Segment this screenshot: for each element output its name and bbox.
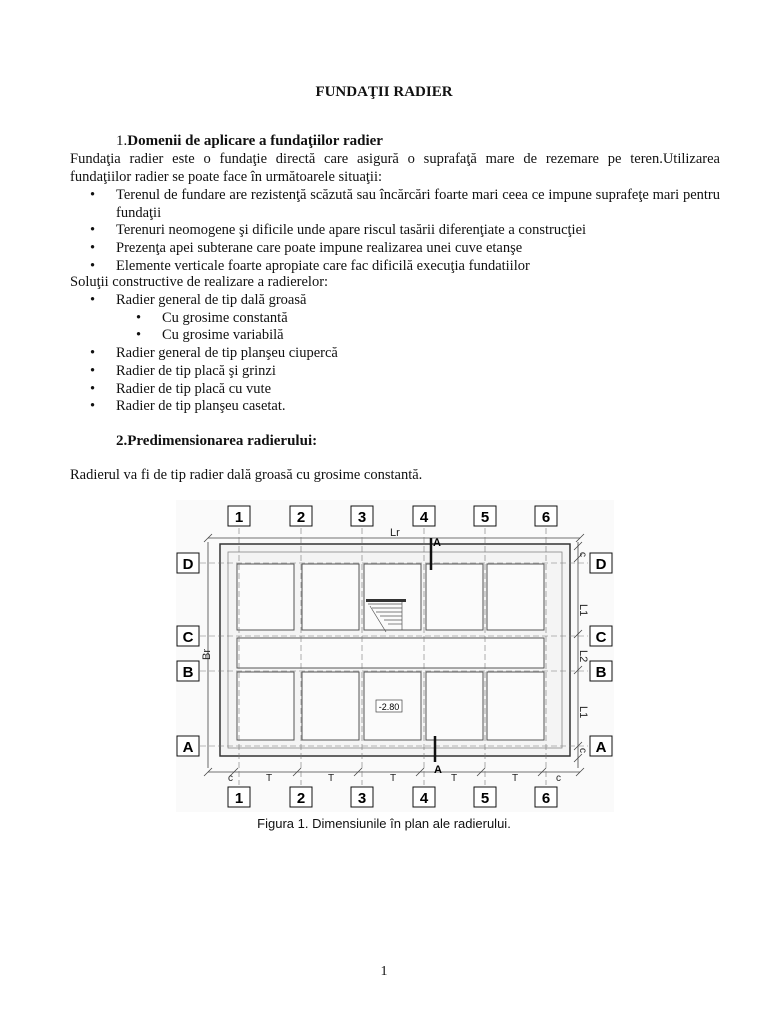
dim-label-t: T: [328, 773, 335, 784]
axis-label-top-1: 1: [234, 509, 244, 526]
axis-label-bottom-2: 2: [296, 790, 306, 807]
situation-item: • Terenuri neomogene şi dificile unde apare riscul tasării diferenţiate a construcţiei: [70, 222, 720, 240]
intro-line-2: fundaţiilor radier se poate face în următoarele situaţii:: [70, 169, 383, 185]
figure-caption: Figura 1. Dimensiunile în plan ale radierului.: [257, 816, 511, 831]
axis-label-right-B: B: [595, 664, 607, 681]
section-2-heading: [116, 433, 317, 450]
axis-label-top-4: 4: [419, 509, 429, 526]
solution-subitem: • Cu grosime variabilă: [70, 327, 720, 345]
elevation-tag: [376, 700, 402, 712]
dim-label-l1-bottom: L1: [577, 706, 589, 719]
axis-label-top-6: 6: [541, 509, 551, 526]
panel-bottom-5: [487, 672, 544, 740]
solution-item: • Radier general de tip dală groasă: [70, 292, 720, 310]
solution-item: • Radier de tip placă cu vute: [70, 381, 720, 399]
axis-label-top-5: 5: [480, 509, 490, 526]
section-2-title: 2.Predimensionarea radierului:: [116, 433, 318, 449]
section-1-number: 1.: [116, 133, 128, 149]
axis-label-bottom-3: 3: [357, 790, 367, 807]
page-number: 1: [380, 964, 388, 979]
dim-label-c-right: c: [556, 773, 561, 784]
dim-label-t: T: [266, 773, 273, 784]
raft-plan-drawing: [176, 500, 614, 812]
dim-label-l1-top: L1: [577, 604, 589, 617]
section-2-text: Radierul va fi de tip radier dală groasă cu grosime constantă.: [70, 467, 423, 483]
page-title: FUNDAŢII RADIER: [315, 84, 453, 100]
dim-label-l2: L2: [577, 650, 589, 663]
axis-label-top-2: 2: [296, 509, 306, 526]
dim-label-c-top: c: [577, 552, 588, 557]
section-1-heading: [116, 133, 383, 150]
solution-item: • Radier general de tip planşeu ciupercă: [70, 345, 720, 363]
panel-bottom-1: [237, 672, 294, 740]
raft-plan-figure: [176, 500, 614, 812]
dim-label-t: T: [390, 773, 397, 784]
panel-bottom-4: [426, 672, 483, 740]
dim-label-br: Br: [201, 649, 213, 660]
axis-label-bottom-5: 5: [480, 790, 490, 807]
section-mark-top: A: [433, 537, 441, 549]
panel-top-2: [302, 564, 359, 630]
axis-label-right-A: A: [595, 739, 607, 756]
situation-item: • Prezenţa apei subterane care poate impune realizarea unei cuve etanşe: [70, 240, 720, 258]
solution-subitem: • Cu grosime constantă: [70, 310, 720, 328]
axis-label-right-D: D: [595, 556, 607, 573]
section-mark-bottom: A: [434, 764, 442, 776]
situation-item: • Elemente verticale foarte apropiate care fac dificilă execuţia fundatiilor: [70, 258, 720, 276]
axis-label-left-D: D: [182, 556, 194, 573]
solution-item: • Radier de tip planşeu casetat.: [70, 398, 720, 416]
dim-label-c-left: c: [228, 773, 233, 784]
axis-label-left-B: B: [182, 664, 194, 681]
panel-corridor: [237, 638, 544, 668]
dim-label-t: T: [451, 773, 458, 784]
elevation-label: -2.80: [378, 702, 400, 712]
section-1-title: Domenii de aplicare a fundaţiilor radier: [127, 133, 383, 149]
solutions-list: [70, 292, 720, 416]
panel-top-4: [426, 564, 483, 630]
situations-list: [70, 187, 720, 276]
axis-label-bottom-4: 4: [419, 790, 429, 807]
panel-top-1: [237, 564, 294, 630]
axis-label-bottom-6: 6: [541, 790, 551, 807]
solutions-intro: Soluţii constructive de realizare a radierelor:: [70, 274, 329, 290]
dim-label-lr: Lr: [390, 527, 400, 539]
panel-bottom-2: [302, 672, 359, 740]
panel-top-5: [487, 564, 544, 630]
axis-label-left-C: C: [182, 629, 194, 646]
axis-label-right-C: C: [595, 629, 607, 646]
solution-item: • Radier de tip placă şi grinzi: [70, 363, 720, 381]
axis-label-bottom-1: 1: [234, 790, 244, 807]
axis-label-top-3: 3: [357, 509, 367, 526]
intro-line-1: Fundaţia radier este o fundaţie directă care asigură o suprafaţă mare de rezemare pe teren.Utilizarea: [70, 151, 720, 167]
dim-label-t: T: [512, 773, 519, 784]
dim-label-c-bottom: c: [577, 748, 588, 753]
axis-label-left-A: A: [182, 739, 194, 756]
situation-item: • Terenul de fundare are rezistenţă scăzută sau încărcări foarte mari ceea ce impune suprafeţe mari pentru fundaţii: [70, 187, 720, 222]
